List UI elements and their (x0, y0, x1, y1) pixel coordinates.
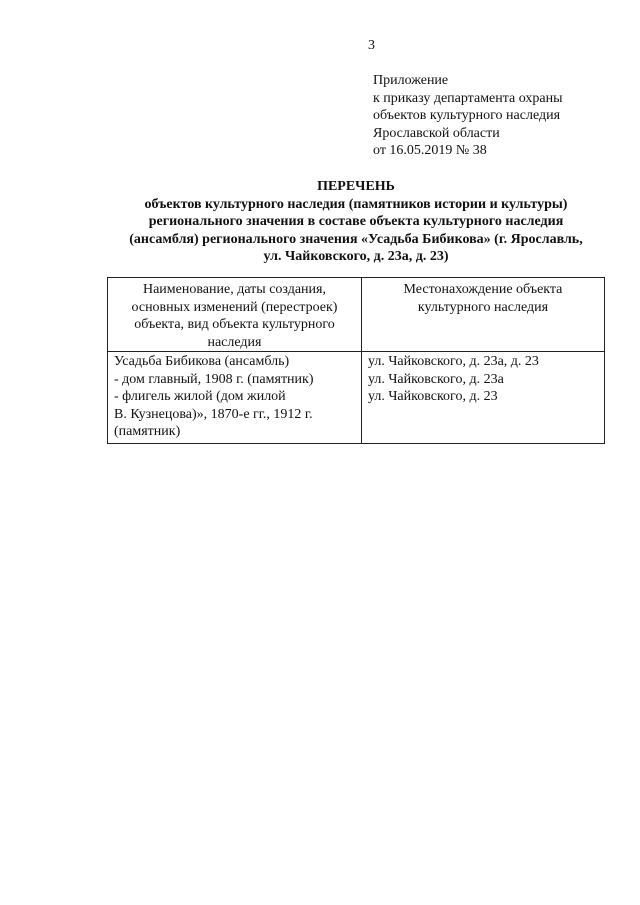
appendix-line: к приказу департамента охраны (373, 90, 563, 106)
object-name-line: - дом главный, 1908 г. (памятник) (114, 371, 314, 387)
appendix-line: Приложение (373, 73, 449, 88)
document-title (100, 178, 612, 266)
header-text: наследия (207, 334, 262, 350)
heritage-table (107, 277, 605, 444)
appendix-line: Ярославской области (373, 125, 500, 141)
header-text: основных изменений (перестроек) (131, 299, 338, 315)
title-line: (ансамбля) регионального значения «Усадьба Бибикова» (г. Ярославль, (129, 231, 583, 247)
title-line: регионального значения в составе объекта культурного наследия (148, 214, 564, 230)
title-heading: ПЕРЕЧЕНЬ (317, 179, 395, 194)
title-line: объектов культурного наследия (памятников истории и культуры) (144, 196, 568, 212)
object-name-line: В. Кузнецова)», 1870-е гг., 1912 г. (114, 406, 313, 422)
title-line: ул. Чайковского, д. 23а, д. 23) (263, 249, 449, 265)
header-text: объекта, вид объекта культурного (134, 317, 335, 332)
header-name-cell (108, 278, 362, 352)
object-name-cell (108, 352, 362, 444)
header-text: Местонахождение объекта (403, 282, 563, 297)
table-row (108, 352, 605, 444)
header-text: культурного наследия (417, 299, 549, 315)
appendix-block (373, 72, 623, 160)
address-line: ул. Чайковского, д. 23а (367, 371, 504, 387)
address-line: ул. Чайковского, д. 23а, д. 23 (367, 354, 539, 369)
page-number: 3 (368, 38, 375, 53)
appendix-date-line: от 16.05.2019 № 38 (373, 143, 487, 158)
object-address-cell (361, 352, 604, 444)
header-text: Наименование, даты создания, (142, 282, 326, 297)
appendix-line: объектов культурного наследия (373, 108, 561, 123)
object-name-line: Усадьба Бибикова (ансамбль) (114, 354, 290, 369)
table-header-row (108, 278, 605, 352)
object-name-line: - флигель жилой (дом жилой (114, 389, 286, 404)
header-location-cell (361, 278, 604, 352)
object-name-line: (памятник) (114, 424, 181, 439)
address-line: ул. Чайковского, д. 23 (367, 389, 498, 404)
